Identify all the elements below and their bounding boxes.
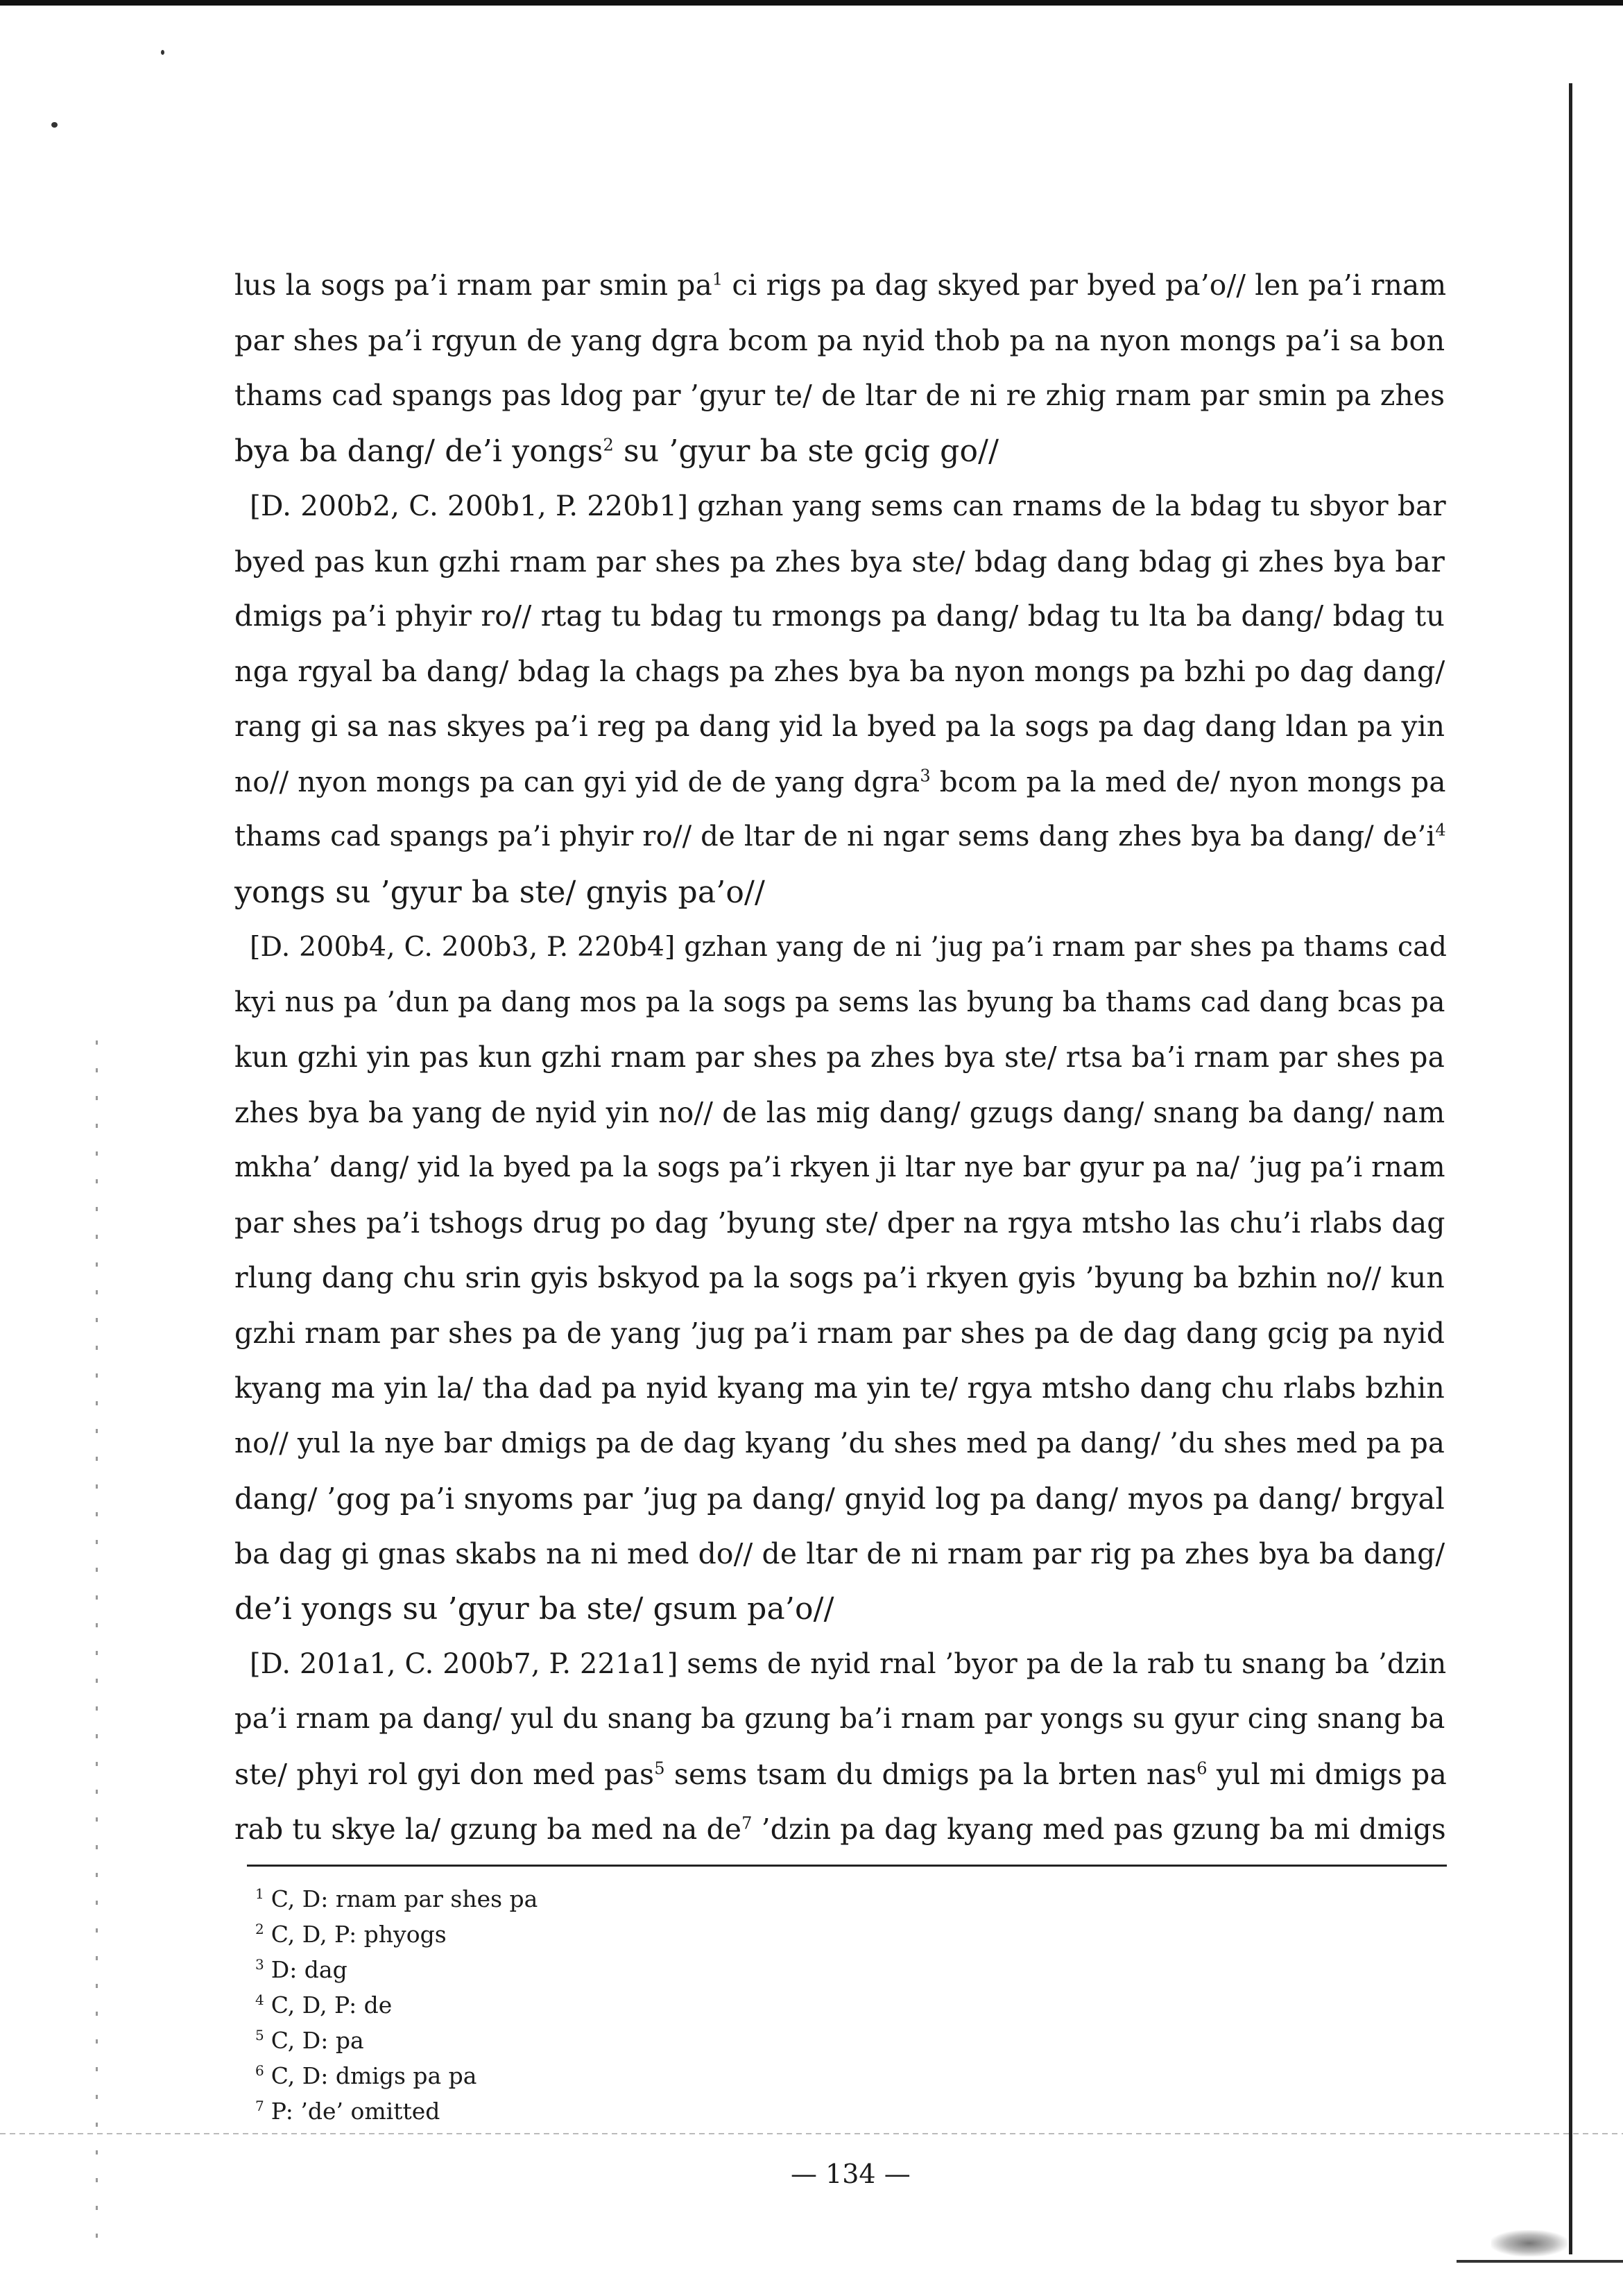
text-line: [234, 699, 1445, 755]
text-line: [234, 1416, 1445, 1472]
footnote-ref: 7: [741, 1813, 753, 1833]
footnotes: [255, 1881, 1226, 2129]
text-line: [234, 1196, 1445, 1251]
text-run: rang gi sa nas skyes pa’i reg pa dang yid la byed pa la sogs pa dag dang ldan pa yin: [234, 710, 1445, 743]
footnote-mark: 6: [255, 2062, 264, 2079]
footnote-mark: 3: [255, 1956, 264, 1973]
text-run: ci rigs pa dag skyed par byed pa’o// len pa’i rnam: [723, 268, 1447, 302]
top-scan-border: [0, 0, 1623, 6]
text-line: [234, 368, 1445, 424]
text-line: [234, 534, 1445, 590]
footnote: [255, 2058, 1226, 2093]
body-text: [234, 258, 1448, 1858]
footnote: [255, 1952, 1226, 1987]
text-line: [234, 920, 1448, 975]
scan-corner-edge: [1457, 2260, 1623, 2263]
footnote-text: C, D, P: phyogs: [270, 1921, 447, 1948]
text-line: [234, 755, 1445, 810]
text-run: kyi nus pa ’dun pa dang mos pa la sogs pa sems las byung ba thams cad dang bcas pa: [234, 986, 1445, 1018]
text-run: no// yul la nye bar dmigs pa de dag kyang ’du shes med pa dang/ ’du shes med pa pa: [234, 1427, 1445, 1459]
scan-speck: [51, 122, 58, 128]
text-line: [234, 1086, 1445, 1141]
text-line: [234, 1747, 1445, 1803]
text-run: mkha’ dang/ yid la byed pa la sogs pa’i rkyen ji ltar nye bar gyur pa na/ ’jug pa’i rnam: [234, 1151, 1445, 1183]
paragraph: [234, 479, 1445, 920]
text-line: [234, 809, 1445, 865]
text-line: [234, 589, 1445, 644]
footnote-ref: 3: [920, 766, 931, 786]
text-line: [234, 1140, 1445, 1196]
text-run: bcom pa la med de/ nyon mongs pa: [930, 764, 1446, 798]
text-run: ’dzin pa dag kyang med pas gzung ba mi dmigs: [752, 1813, 1446, 1846]
footnote-separator: [247, 1865, 1447, 1867]
text-run: thams cad spangs pas ldog par ’gyur te/ de ltar de ni re zhig rnam par smin pa zhes: [234, 379, 1445, 412]
text-run: [D. 200b2, C. 200b1, P. 220b1] gzhan yang sems can rnams de la bdag tu sbyor bar: [250, 489, 1446, 522]
text-line: [234, 975, 1445, 1031]
text-run: [D. 201a1, C. 200b7, P. 221a1] sems de nyid rnal ’byor pa de la rab tu snang ba ’dzin: [250, 1647, 1447, 1680]
text-run: yongs su ’gyur ba ste/ gnyis pa’o//: [234, 874, 765, 910]
footnote-text: C, D: pa: [270, 2027, 364, 2054]
footnote-mark: 1: [255, 1885, 264, 1902]
text-run: rab tu skye la/ gzung ba med na de: [234, 1813, 742, 1846]
binding-edge-line: [1569, 83, 1572, 2254]
text-run: kun gzhi yin pas kun gzhi rnam par shes pa zhes bya ste/ rtsa ba’i rnam par shes pa: [234, 1040, 1445, 1074]
footnote: [255, 1881, 1226, 1917]
footnote: [255, 2023, 1226, 2058]
text-run: dmigs pa’i phyir ro// rtag tu bdag tu rmongs pa dang/ bdag tu lta ba dang/ bdag tu: [234, 599, 1445, 633]
footnote: [255, 1987, 1226, 2023]
text-line: [234, 1361, 1445, 1416]
text-line: [234, 424, 1445, 479]
footnote-mark: 7: [255, 2098, 264, 2114]
paragraph: [234, 1637, 1445, 1858]
footnote-ref: 4: [1435, 820, 1446, 840]
scan-smudge: [1491, 2230, 1568, 2256]
text-line: [234, 1637, 1445, 1693]
text-run: nga rgyal ba dang/ bdag la chags pa zhes bya ba nyon mongs pa bzhi po dag dang/: [234, 654, 1445, 688]
footnote-mark: 2: [255, 1921, 264, 1937]
text-line: [234, 1527, 1445, 1582]
text-line: [234, 1306, 1445, 1362]
paragraph: [234, 258, 1445, 479]
footnote-ref: 6: [1196, 1758, 1208, 1778]
text-line: [234, 479, 1445, 534]
footnote-text: P: ’de’ omitted: [270, 2098, 440, 2125]
footnote-text: C, D: dmigs pa pa: [270, 2062, 477, 2089]
text-run: bya ba dang/ de’i yongs: [234, 433, 603, 469]
footnote-text: C, D, P: de: [270, 1991, 393, 2019]
footnote-text: D: dag: [270, 1956, 347, 1983]
text-run: de’i yongs su ’gyur ba ste/ gsum pa’o//: [234, 1591, 834, 1627]
text-run: par shes pa’i rgyun de yang dgra bcom pa nyid thob pa na nyon mongs pa’i sa bon: [234, 323, 1445, 357]
text-run: yul mi dmigs pa: [1207, 1757, 1447, 1791]
text-line: [234, 1251, 1445, 1306]
text-run: sems tsam du dmigs pa la brten nas: [664, 1757, 1197, 1791]
text-run: par shes pa’i tshogs drug po dag ’byung ste/ dper na rgya mtsho las chu’i rlabs dag: [234, 1206, 1445, 1240]
text-run: ste/ phyi rol gyi don med pas: [234, 1757, 655, 1791]
page-number: — 134 —: [791, 2159, 911, 2189]
text-run: gzhi rnam par shes pa de yang ’jug pa’i rnam par shes pa de dag dang gcig pa nyid: [234, 1316, 1445, 1350]
text-line: [234, 1030, 1445, 1086]
text-run: no// nyon mongs pa can gyi yid de de yang dgra: [234, 764, 920, 798]
text-run: thams cad spangs pa’i phyir ro// de ltar de ni ngar sems dang zhes bya ba dang/ de’i: [234, 821, 1436, 853]
text-run: su ’gyur ba ste gcig go//: [613, 433, 999, 469]
footnote-text: C, D: rnam par shes pa: [270, 1885, 538, 1912]
text-run: kyang ma yin la/ tha dad pa nyid kyang ma yin te/ rgya mtsho dang chu rlabs bzhin: [234, 1371, 1445, 1405]
text-run: byed pas kun gzhi rnam par shes pa zhes bya ste/ bdag dang bdag gi zhes bya bar: [234, 544, 1445, 579]
footnote: [255, 1917, 1226, 1952]
text-line: [234, 1582, 1445, 1637]
text-run: pa’i rnam pa dang/ yul du snang ba gzung ba’i rnam par yongs su gyur cing snang ba: [234, 1703, 1445, 1735]
scan-artifact-line: [0, 2133, 1623, 2134]
text-run: dang/ ’gog pa’i snyoms par ’jug pa dang/ gnyid log pa dang/ myos pa dang/ brgyal: [234, 1482, 1445, 1516]
paragraph: [234, 920, 1448, 1637]
text-line: [234, 1802, 1445, 1858]
text-run: zhes bya ba yang de nyid yin no// de las mig dang/ gzugs dang/ snang ba dang/ nam: [234, 1095, 1445, 1129]
text-line: [234, 1692, 1445, 1747]
footnote-mark: 5: [255, 2027, 264, 2044]
text-line: [234, 1471, 1445, 1527]
text-line: [234, 644, 1445, 700]
footnote-ref: 5: [654, 1758, 665, 1778]
text-run: ba dag gi gnas skabs na ni med do// de ltar de ni rnam par rig pa zhes bya ba dang/: [234, 1536, 1445, 1570]
text-run: rlung dang chu srin gyis bskyod pa la sogs pa’i rkyen gyis ’byung ba bzhin no// kun: [234, 1261, 1445, 1294]
scan-speck: [161, 50, 164, 55]
footnote-ref: 1: [712, 269, 723, 289]
text-line: [234, 258, 1445, 314]
footnote-ref: 2: [603, 434, 614, 454]
text-line: [234, 865, 1445, 920]
text-line: [234, 314, 1445, 369]
footnote: [255, 2093, 1226, 2129]
text-run: [D. 200b4, C. 200b3, P. 220b4] gzhan yang de ni ’jug pa’i rnam par shes pa thams cad: [250, 931, 1448, 963]
text-run: lus la sogs pa’i rnam par smin pa: [234, 268, 712, 302]
footnote-mark: 4: [255, 1991, 264, 2008]
scan-noise-dots: [96, 1040, 98, 2261]
